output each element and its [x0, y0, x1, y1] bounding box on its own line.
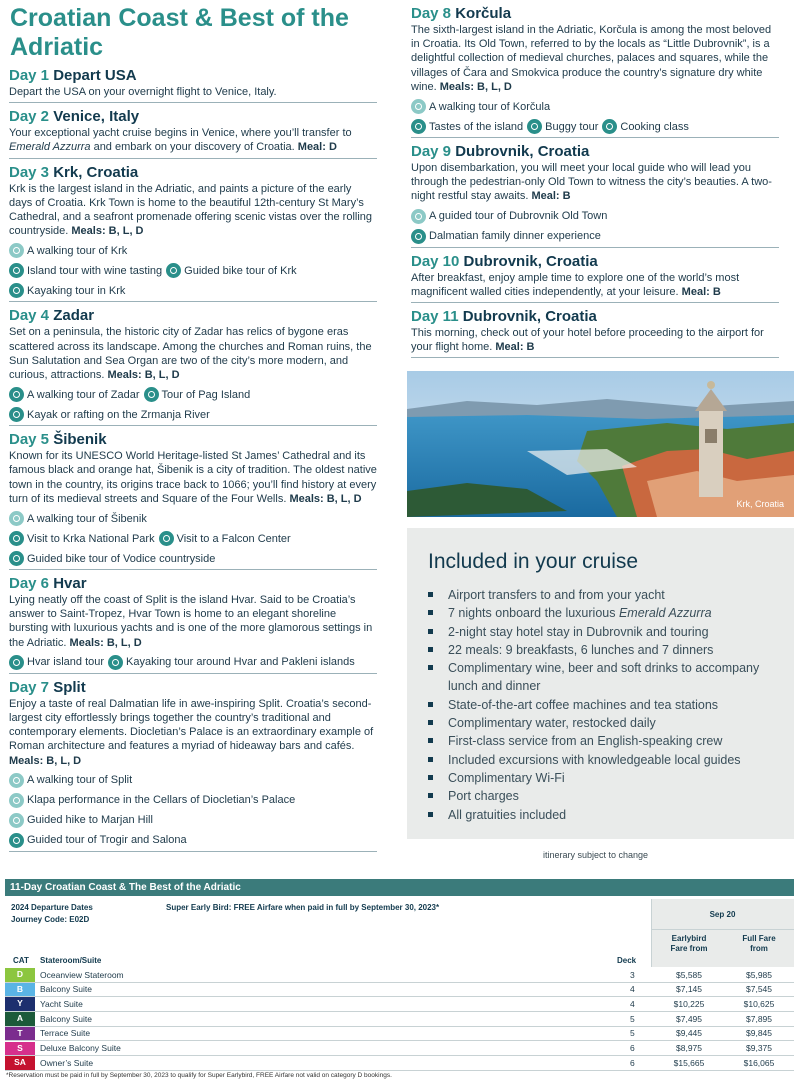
photo-caption: Krk, Croatia — [736, 499, 784, 509]
text-run: This morning, check out of your hotel before proceeding to the airport for your flight home. — [411, 327, 764, 354]
excursion-label: Guided hike to Marjan Hill — [27, 814, 153, 827]
included-item — [428, 696, 774, 714]
day-2-section — [9, 107, 377, 158]
table-row — [5, 1056, 794, 1071]
deck-number: 6 — [630, 1057, 635, 1068]
deck-number: 6 — [630, 1043, 635, 1053]
excursion-row — [9, 511, 377, 526]
excursion-row — [9, 283, 377, 298]
discover-icon — [9, 283, 24, 298]
day-place: Korčula — [451, 5, 512, 22]
excursion-item — [9, 407, 210, 422]
discover-icon — [9, 551, 24, 566]
day-number: Day 7 — [9, 678, 50, 696]
text-run: All gratuities included — [448, 807, 567, 822]
pricing-table-title: 11-Day Croatian Coast & The Best of the Adriatic — [5, 879, 794, 896]
excursion-label: Guided bike tour of Vodice countryside — [27, 552, 216, 565]
day-number: Day 3 — [9, 163, 50, 181]
excursion-label: Guided bike tour of Krk — [184, 264, 297, 277]
included-item — [428, 751, 774, 769]
excursion-label: Dalmatian family dinner experience — [429, 230, 601, 243]
text-run: Included excursions with knowledgeable local guides — [448, 752, 741, 767]
excursion-label: A walking tour of Krk — [27, 244, 128, 257]
day-8-section — [411, 4, 779, 138]
excursion-label: Island tour with wine tasting — [27, 264, 163, 277]
stateroom-name: Yacht Suite — [40, 998, 83, 1009]
discover-icon — [411, 229, 426, 244]
included-item — [428, 714, 774, 732]
krk-photo — [407, 371, 794, 517]
stateroom-column-header: Stateroom/Suite — [40, 956, 102, 965]
deck-number: 3 — [630, 969, 635, 980]
excursion-row — [9, 531, 377, 546]
excursion-label: Klapa performance in the Cellars of Diocletian’s Palace — [27, 794, 296, 807]
earlybird-fare: $5,585 — [676, 969, 702, 980]
text-run: State-of-the-art coffee machines and tea stations — [448, 697, 719, 712]
text-run: Port charges — [448, 789, 519, 804]
day-number: Day 1 — [9, 67, 50, 84]
table-row — [5, 1042, 794, 1057]
day-number: Day 6 — [9, 575, 50, 593]
stateroom-name: Oceanview Stateroom — [40, 969, 124, 980]
excursion-label: A walking tour of Šibenik — [27, 512, 147, 525]
day-description — [9, 325, 377, 382]
day-description — [9, 593, 377, 650]
walking-tour-icon — [9, 813, 24, 828]
included-list — [428, 586, 774, 824]
walking-tour-icon — [9, 773, 24, 788]
deck-number: 5 — [630, 1013, 635, 1024]
excursion-label: Kayaking tour around Hvar and Pakleni islands — [126, 656, 355, 669]
itinerary-note: itinerary subject to change — [543, 850, 649, 860]
excursion-row — [411, 119, 779, 134]
excursion-label: A walking tour of Split — [27, 774, 133, 787]
included-title: Included in your cruise — [428, 550, 639, 573]
excursion-item — [9, 813, 153, 828]
day-10-section — [411, 252, 779, 303]
excursion-row — [9, 793, 377, 808]
full-fare: $9,375 — [746, 1043, 772, 1053]
deck-column-header: Deck — [617, 956, 637, 965]
day-number: Day 11 — [411, 308, 459, 326]
day-place: Dubrovnik, Croatia — [451, 143, 590, 161]
excursion-item — [144, 387, 251, 402]
day-place: Depart USA — [49, 67, 137, 84]
day-6-section — [9, 574, 377, 674]
excursion-label: Visit to Krka National Park — [27, 532, 155, 545]
earlybird-fare: $15,665 — [673, 1057, 705, 1068]
text-run: After breakfast, enjoy ample time to explore one of the world’s most magnificent walled cities independently, at your leisure. — [411, 271, 740, 298]
deck-number: 5 — [630, 1028, 635, 1039]
category-badge: Y — [5, 997, 35, 1011]
excursion-label: Kayaking tour in Krk — [27, 284, 126, 297]
text-run: Enjoy a taste of real Dalmatian life in awe-inspiring Split. Croatia’s second-largest city effortlessly brings together the country’s traditional and contemporary elements. Diocletian’s Palace is an extraordinary example of Roman architecture and features a myriad of hideaway bars and cafés. — [9, 697, 374, 753]
text-run: Lying neatly off the coast of Split is the island Hvar. Said to be Croatia’s answer to Saint-Tropez, Hvar Town is home to an elegant shoreline bursting with luxurious yachts and is one of the more glamorous settings in the Adriatic. — [9, 594, 373, 649]
discover-icon — [9, 387, 24, 402]
meals-text: Meal: B — [681, 285, 721, 298]
included-item — [428, 732, 774, 750]
day-5-section — [9, 430, 377, 570]
day-description — [9, 182, 377, 239]
excursion-item — [411, 119, 523, 134]
full-fare: $7,545 — [746, 984, 772, 995]
earlybird-fare: $8,975 — [676, 1043, 702, 1053]
day-4-section — [9, 306, 377, 426]
excursion-item — [9, 243, 127, 258]
text-run: Set on a peninsula, the historic city of Zadar has relics of bygone eras scattered across its landscape. Among the churches and Roman ruins, the Sun Salutation and Sea Organ are two of the city’s more modern, and curious, attractions. — [9, 326, 372, 382]
table-row — [5, 1012, 794, 1027]
day-place: Split — [49, 678, 86, 696]
meals-text: Meals: B, L, D — [9, 754, 82, 767]
meals-text: Meal: D — [297, 141, 337, 154]
included-item — [428, 806, 774, 824]
walking-tour-icon — [9, 243, 24, 258]
text-run: Complimentary water, restocked daily — [448, 716, 656, 731]
journey-code: Journey Code: E02D — [11, 915, 90, 924]
day-heading — [411, 307, 779, 326]
deck-number: 4 — [630, 984, 635, 995]
full-fare: $10,625 — [743, 998, 775, 1009]
excursion-row — [9, 833, 377, 848]
discover-icon — [159, 531, 174, 546]
day-description — [411, 271, 779, 299]
ship-name: Emerald Azzurra — [618, 606, 712, 621]
meals-text: Meals: B, L, D — [439, 80, 512, 93]
excursion-item — [9, 793, 295, 808]
text-run: The sixth-largest island in the Adriatic, Korčula is among the most beloved in Croatia. Its Old Town, referred to by the locals as “Little Dubrovnik”, is a delightful collection of medieval churches, palaces and squares, while the villages of Čara and Smokvica produce the country’s signature dry white wine. — [411, 24, 772, 93]
excursion-label: Tastes of the island — [429, 120, 524, 133]
discover-icon — [602, 119, 617, 134]
category-badge: T — [5, 1027, 35, 1041]
day-heading — [9, 163, 377, 182]
included-item — [428, 641, 774, 659]
meals-text: Meal: B — [531, 190, 571, 203]
walking-tour-icon — [411, 209, 426, 224]
day-description — [9, 85, 377, 99]
included-panel — [407, 528, 794, 839]
meals-text: Meals: B, L, D — [289, 492, 362, 505]
day-description — [411, 23, 779, 94]
meals-text: Meals: B, L, D — [69, 636, 142, 649]
included-item — [428, 769, 774, 787]
day-description — [411, 161, 779, 204]
excursion-item — [527, 119, 598, 134]
day-7-section — [9, 678, 377, 852]
pricing-footnote: *Reservation must be paid in full by September 30, 2023 to qualify for Super Earlybird, FREE Airfare not valid on category D bookings. — [6, 1072, 392, 1079]
excursion-row — [9, 773, 377, 788]
excursion-label: Guided tour of Trogir and Salona — [27, 834, 187, 847]
text-run: Your exceptional yacht cruise begins in Venice, where you’ll transfer to — [9, 127, 352, 140]
text-run: Complimentary Wi-Fi — [448, 770, 565, 785]
excursion-item — [108, 655, 355, 670]
discover-icon — [9, 407, 24, 422]
text-run: and embark on your discovery of Croatia. — [90, 141, 298, 154]
krk-harbor-image — [407, 371, 794, 517]
category-badge: B — [5, 983, 35, 997]
day-heading — [411, 252, 779, 271]
day-place: Šibenik — [49, 431, 107, 449]
day-number: Day 8 — [411, 5, 452, 22]
excursion-item — [9, 263, 162, 278]
day-heading — [9, 678, 377, 697]
ship-name: Emerald Azzurra — [9, 141, 91, 154]
excursion-row — [9, 263, 377, 278]
excursion-row — [9, 243, 377, 258]
text-run: Depart the USA on your overnight flight to Venice, Italy. — [9, 86, 277, 98]
excursion-item — [9, 387, 140, 402]
day-description — [9, 126, 377, 154]
text-run: Known for its UNESCO World Heritage-listed St James’ Cathedral and its famous black and orange hat, Šibenik is a city of tradition. The oldest native town in the country, its origins trace back to 1066; you’ll find history at every turn of its medieval streets and Square of the Four Wells. — [9, 450, 377, 505]
table-row — [5, 968, 794, 983]
day-heading — [9, 430, 377, 449]
day-place: Dubrovnik, Croatia — [458, 308, 597, 326]
excursion-label: A guided tour of Dubrovnik Old Town — [429, 210, 608, 223]
excursion-label: Tour of Pag Island — [161, 388, 251, 401]
excursion-label: A walking tour of Zadar — [27, 388, 140, 401]
included-item — [428, 604, 774, 622]
text-run: Complimentary wine, beer and soft drinks to accompany lunch and dinner — [448, 661, 760, 694]
earlybird-fare: $10,225 — [673, 998, 705, 1009]
day-9-section — [411, 142, 779, 248]
excursion-label: Hvar island tour — [27, 656, 105, 669]
excursion-label: Visit to a Falcon Center — [176, 532, 291, 545]
day-place: Hvar — [49, 575, 87, 593]
cat-column-header: CAT — [13, 956, 29, 965]
day-heading — [9, 107, 377, 126]
category-badge: S — [5, 1042, 35, 1056]
excursion-item — [9, 283, 125, 298]
discover-icon — [527, 119, 542, 134]
category-badge: SA — [5, 1056, 35, 1070]
text-run: 22 meals: 9 breakfasts, 6 lunches and 7 dinners — [448, 642, 714, 657]
excursion-item — [411, 209, 607, 224]
meals-text: Meals: B, L, D — [107, 369, 180, 382]
walking-tour-icon — [411, 99, 426, 114]
meals-text: Meal: B — [495, 341, 535, 354]
included-item — [428, 586, 774, 604]
excursion-row — [9, 655, 377, 670]
day-1-section — [9, 66, 377, 103]
category-badge: D — [5, 968, 35, 982]
day-place: Dubrovnik, Croatia — [459, 252, 598, 270]
excursion-row — [9, 551, 377, 566]
stateroom-name: Deluxe Balcony Suite — [40, 1043, 121, 1053]
stateroom-name: Balcony Suite — [40, 984, 92, 995]
discover-icon — [9, 655, 24, 670]
text-run: Airport transfers to and from your yacht — [448, 588, 665, 602]
discover-icon — [411, 119, 426, 134]
excursion-item — [9, 833, 187, 848]
excursion-label: Kayak or rafting on the Zrmanja River — [27, 408, 210, 421]
excursion-item — [159, 531, 291, 546]
departure-date-header: Sep 20 — [709, 910, 736, 919]
excursion-item — [9, 531, 155, 546]
stateroom-name: Balcony Suite — [40, 1013, 92, 1024]
meals-text: Meals: B, L, D — [71, 225, 144, 238]
excursion-row — [411, 99, 779, 114]
day-heading — [411, 4, 779, 23]
excursion-row — [9, 387, 377, 402]
full-fare: $16,065 — [743, 1057, 775, 1068]
earlybird-fare: $7,495 — [676, 1013, 702, 1024]
day-place: Krk, Croatia — [49, 163, 139, 181]
day-heading — [9, 66, 377, 85]
excursion-row — [411, 229, 779, 244]
included-item — [428, 659, 774, 696]
excursion-label: A walking tour of Korčula — [429, 100, 551, 113]
excursion-row — [411, 209, 779, 224]
day-number: Day 2 — [9, 108, 50, 126]
day-description — [9, 697, 377, 768]
excursion-label: Buggy tour — [545, 120, 599, 133]
text-run: 2-night stay hotel stay in Dubrovnik and touring — [448, 624, 709, 639]
day-11-section — [411, 307, 779, 358]
day-3-section — [9, 163, 377, 303]
day-heading — [9, 574, 377, 593]
walking-tour-icon — [9, 511, 24, 526]
discover-icon — [9, 833, 24, 848]
excursion-item — [411, 99, 550, 114]
full-fare: $9,845 — [746, 1028, 772, 1039]
day-place: Zadar — [49, 307, 95, 325]
excursion-label: Cooking class — [620, 120, 689, 133]
full-fare-header: Full Fare from — [742, 934, 776, 953]
earlybird-fare: $7,145 — [676, 984, 702, 995]
text-run: First-class service from an English-speaking crew — [448, 734, 723, 749]
discover-icon — [9, 263, 24, 278]
day-place: Venice, Italy — [49, 108, 140, 126]
discover-icon — [166, 263, 181, 278]
full-fare: $5,985 — [746, 969, 772, 980]
discover-icon — [108, 655, 123, 670]
day-description — [411, 326, 779, 354]
excursion-item — [9, 551, 215, 566]
day-number: Day 4 — [9, 307, 50, 325]
excursion-item — [9, 655, 104, 670]
day-heading — [9, 306, 377, 325]
itinerary-left-column — [9, 66, 377, 856]
excursion-row — [9, 813, 377, 828]
earlybird-fare: $9,445 — [676, 1028, 702, 1039]
category-badge: A — [5, 1012, 35, 1026]
discover-icon — [9, 531, 24, 546]
table-row — [5, 983, 794, 998]
text-run: Krk is the largest island in the Adriatic, and paints a picture of the early days of Croatia. Krk Town is home to the beautiful 12th-century St Mary’s Cathedral, and a seafront promenade offering scenic vistas over the rolling countryside. — [9, 182, 373, 238]
day-description — [9, 449, 377, 506]
stateroom-name: Terrace Suite — [40, 1028, 91, 1039]
earlybird-fare-header: Earlybird Fare from — [670, 934, 708, 953]
excursion-item — [166, 263, 297, 278]
promo-text: Super Early Bird: FREE Airfare when paid in full by September 30, 2023* — [166, 903, 440, 912]
excursion-item — [9, 773, 132, 788]
itinerary-right-column — [411, 4, 779, 362]
departure-dates-label: 2024 Departure Dates — [11, 903, 93, 912]
walking-tour-icon — [9, 793, 24, 808]
included-item — [428, 787, 774, 805]
day-number: Day 10 — [411, 252, 460, 270]
excursion-item — [411, 229, 601, 244]
discover-icon — [144, 387, 159, 402]
page-title: Croatian Coast & Best of the Adriatic — [10, 4, 349, 61]
day-number: Day 5 — [9, 431, 50, 449]
table-row — [5, 1027, 794, 1042]
excursion-row — [9, 407, 377, 422]
day-number: Day 9 — [411, 143, 452, 161]
table-row — [5, 997, 794, 1012]
deck-number: 4 — [630, 998, 635, 1009]
stateroom-name: Owner’s Suite — [40, 1057, 94, 1068]
excursion-item — [9, 511, 147, 526]
included-item — [428, 623, 774, 641]
text-run: 7 nights onboard the luxurious — [448, 606, 619, 621]
day-heading — [411, 142, 779, 161]
full-fare: $7,895 — [746, 1013, 772, 1024]
text-run: Upon disembarkation, you will meet your local guide who will lead you through the pedestrian-only Old Town to witness the city’s beauties. A two-night restful stay awaits. — [411, 162, 772, 203]
excursion-item — [602, 119, 688, 134]
